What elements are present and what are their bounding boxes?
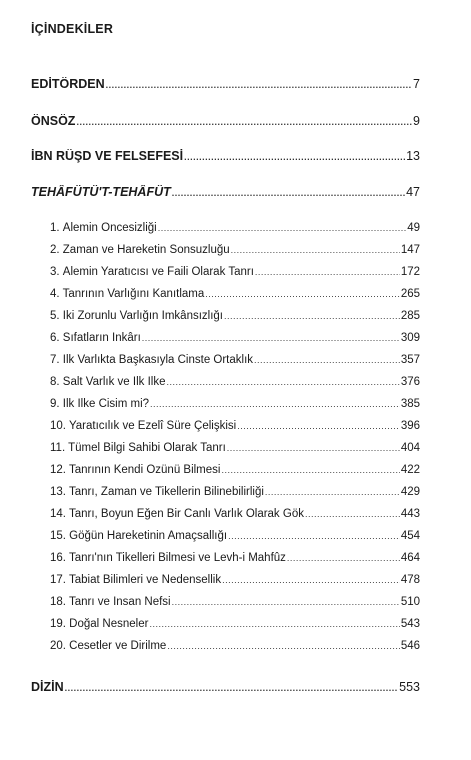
dot-leader bbox=[237, 421, 400, 431]
chapter-page: 543 bbox=[400, 618, 420, 630]
toc-chapter-3[interactable] bbox=[50, 266, 420, 278]
chapter-title: 16. Tanrı'nın Tikelleri Bilmesi ve Levh-i Mahfûz bbox=[50, 552, 286, 564]
toc-chapter-20[interactable] bbox=[50, 640, 420, 652]
toc-entry-ibn-rusd[interactable] bbox=[31, 149, 420, 163]
dot-leader bbox=[255, 267, 400, 277]
chapter-page: 172 bbox=[400, 266, 420, 278]
toc-chapter-10[interactable] bbox=[50, 420, 420, 432]
chapter-title: 20. Cesetler ve Dirilme bbox=[50, 640, 167, 652]
toc-chapter-2[interactable] bbox=[50, 244, 420, 256]
dot-leader bbox=[158, 223, 406, 233]
chapter-page: 49 bbox=[407, 222, 420, 234]
chapter-title: 10. Yaratıcılık ve Ezelî Süre Çelişkisi bbox=[50, 420, 237, 432]
chapter-title: 19. Doğal Nesneler bbox=[50, 618, 149, 630]
chapter-page: 404 bbox=[400, 442, 420, 454]
chapter-title: 1. Âlemin Öncesizliği bbox=[50, 222, 157, 234]
chapter-title: 15. Göğün Hareketinin Amaçsallığı bbox=[50, 530, 228, 542]
dot-leader bbox=[254, 355, 400, 365]
chapter-title: 9. İlk İlke Cisim mi? bbox=[50, 398, 150, 410]
chapter-page: 376 bbox=[400, 376, 420, 388]
toc-chapter-14[interactable] bbox=[50, 508, 420, 520]
dot-leader bbox=[150, 399, 400, 409]
dot-leader bbox=[149, 619, 399, 629]
chapter-page: 309 bbox=[400, 332, 420, 344]
toc-entry-page: 7 bbox=[413, 77, 420, 91]
dot-leader bbox=[142, 333, 400, 343]
toc-chapter-9[interactable] bbox=[50, 398, 420, 410]
toc-entry-page: 9 bbox=[413, 114, 420, 128]
chapter-page: 422 bbox=[400, 464, 420, 476]
toc-chapter-16[interactable] bbox=[50, 552, 420, 564]
chapter-title: 4. Tanrının Varlığını Kanıtlama bbox=[50, 288, 205, 300]
toc-entry-title: DİZİN bbox=[31, 680, 64, 694]
dot-leader bbox=[305, 509, 400, 519]
toc-chapter-18[interactable] bbox=[50, 596, 420, 608]
toc-chapter-8[interactable] bbox=[50, 376, 420, 388]
toc-entry-tehafut[interactable] bbox=[31, 185, 420, 199]
chapter-title: 14. Tanrı, Boyun Eğen Bir Canlı Varlık Olarak Gök bbox=[50, 508, 304, 520]
toc-entry-page: 553 bbox=[399, 680, 420, 694]
dot-leader bbox=[65, 683, 399, 693]
chapter-page: 478 bbox=[400, 574, 420, 586]
dot-leader bbox=[205, 289, 400, 299]
chapter-title: 2. Zaman ve Hareketin Sonsuzluğu bbox=[50, 244, 230, 256]
chapter-page: 357 bbox=[400, 354, 420, 366]
chapter-page: 464 bbox=[400, 552, 420, 564]
chapter-page: 285 bbox=[400, 310, 420, 322]
chapter-title: 6. Sıfatların İnkârı bbox=[50, 332, 141, 344]
chapter-title: 8. Salt Varlık ve İlk İlke bbox=[50, 376, 166, 388]
toc-chapter-17[interactable] bbox=[50, 574, 420, 586]
toc-chapter-11[interactable] bbox=[50, 442, 420, 454]
toc-entry-title: ÖNSÖZ bbox=[31, 114, 76, 128]
toc-entry-page: 13 bbox=[406, 149, 420, 163]
dot-leader bbox=[167, 641, 399, 651]
dot-leader bbox=[265, 487, 400, 497]
page-title: İÇİNDEKİLER bbox=[31, 22, 114, 36]
toc-entry-onsoz[interactable] bbox=[31, 114, 420, 128]
toc-chapter-15[interactable] bbox=[50, 530, 420, 542]
dot-leader bbox=[228, 531, 400, 541]
chapter-title: 18. Tanrı ve İnsan Nefsi bbox=[50, 596, 171, 608]
chapter-page: 429 bbox=[400, 486, 420, 498]
dot-leader bbox=[172, 188, 405, 198]
toc-chapter-13[interactable] bbox=[50, 486, 420, 498]
toc-chapter-4[interactable] bbox=[50, 288, 420, 300]
chapter-page: 454 bbox=[400, 530, 420, 542]
toc-chapter-12[interactable] bbox=[50, 464, 420, 476]
chapter-title: 13. Tanrı, Zaman ve Tikellerin Bilinebilirliği bbox=[50, 486, 264, 498]
chapter-title: 7. İlk Varlıkta Başkasıyla Cinste Ortaklık bbox=[50, 354, 254, 366]
chapter-title: 12. Tanrının Kendi Özünü Bilmesi bbox=[50, 464, 221, 476]
dot-leader bbox=[76, 117, 412, 127]
chapter-title: 17. Tabiat Bilimleri ve Nedensellik bbox=[50, 574, 222, 586]
dot-leader bbox=[106, 80, 412, 90]
chapter-page: 265 bbox=[400, 288, 420, 300]
toc-entry-title: İBN RÜŞD VE FELSEFESİ bbox=[31, 149, 184, 163]
toc-chapter-1[interactable] bbox=[50, 222, 420, 234]
chapter-page: 385 bbox=[400, 398, 420, 410]
chapter-page: 546 bbox=[400, 640, 420, 652]
toc-entry-title: TEHÂFÜTÜ'T-TEHÂFÜT bbox=[31, 185, 171, 199]
toc-chapter-19[interactable] bbox=[50, 618, 420, 630]
dot-leader bbox=[287, 553, 400, 563]
dot-leader bbox=[231, 245, 400, 255]
dot-leader bbox=[184, 152, 405, 162]
chapter-page: 396 bbox=[400, 420, 420, 432]
toc-entry-editorden[interactable] bbox=[31, 77, 420, 91]
chapter-title: 3. Âlemin Yaratıcısı ve Faili Olarak Tanrı bbox=[50, 266, 254, 278]
dot-leader bbox=[221, 465, 399, 475]
chapter-page: 443 bbox=[400, 508, 420, 520]
dot-leader bbox=[222, 575, 400, 585]
chapter-title: 5. İki Zorunlu Varlığın İmkânsızlığı bbox=[50, 310, 223, 322]
toc-entry-title: EDİTÖRDEN bbox=[31, 77, 105, 91]
dot-leader bbox=[224, 311, 400, 321]
toc-entry-dizin[interactable] bbox=[31, 680, 420, 694]
chapter-title: 11. Tümel Bilgi Sahibi Olarak Tanrı bbox=[50, 442, 226, 454]
dot-leader bbox=[172, 597, 400, 607]
toc-chapter-7[interactable] bbox=[50, 354, 420, 366]
chapter-page: 510 bbox=[400, 596, 420, 608]
toc-chapter-5[interactable] bbox=[50, 310, 420, 322]
chapter-page: 147 bbox=[400, 244, 420, 256]
toc-chapter-6[interactable] bbox=[50, 332, 420, 344]
dot-leader bbox=[227, 443, 400, 453]
toc-entry-page: 47 bbox=[406, 185, 420, 199]
dot-leader bbox=[166, 377, 399, 387]
